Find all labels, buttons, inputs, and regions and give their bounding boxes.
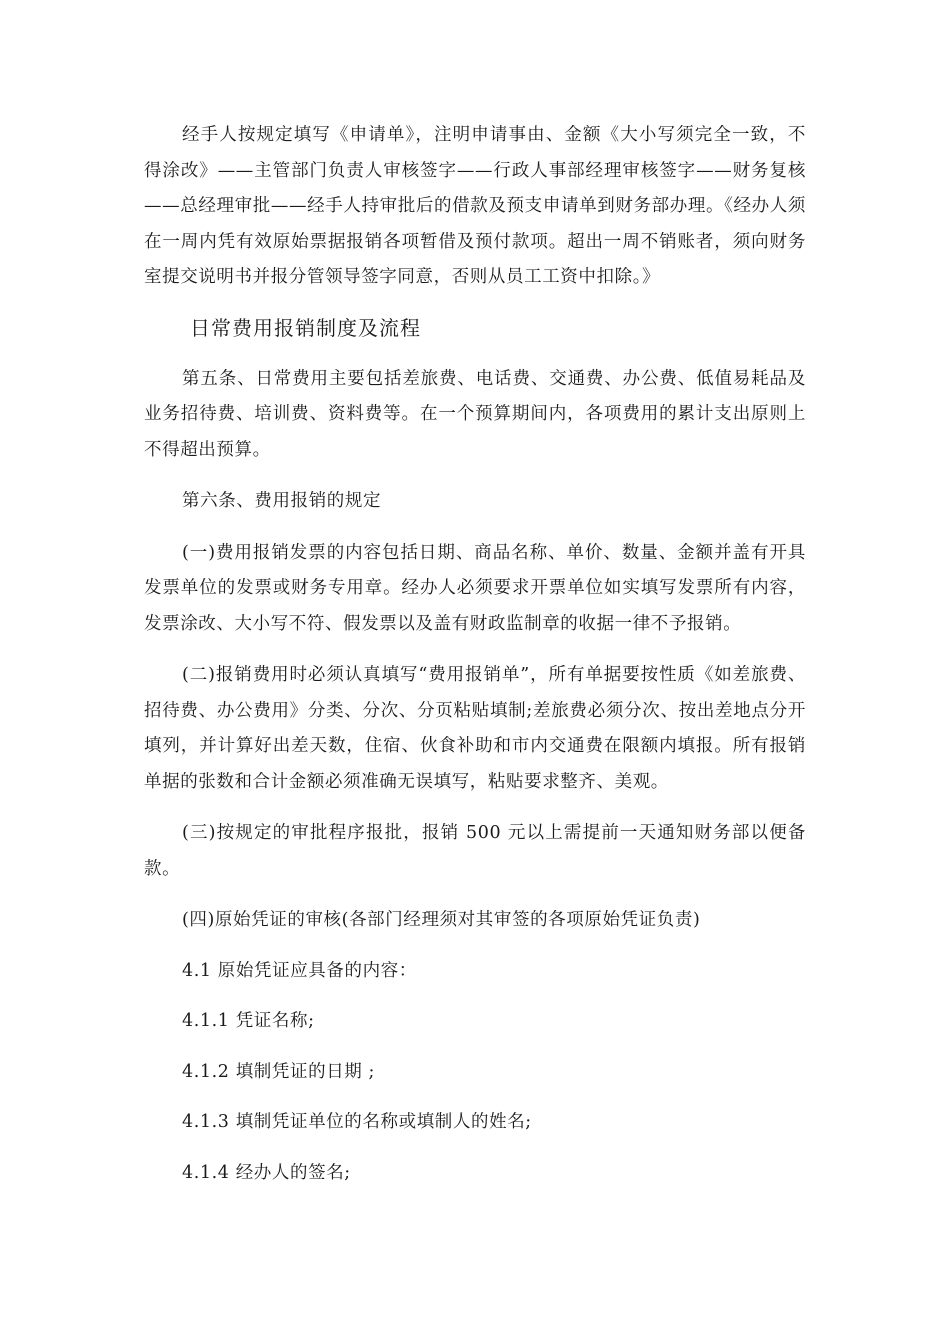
document-body [144,118,806,1191]
clause-4-1: 4.1 原始凭证应具备的内容： [182,960,417,981]
clause-4-1-2: 4.1.2 填制凭证的日期 ; [182,1061,376,1082]
item-one-paragraph: (一)费用报销发票的内容包括日期、商品名称、单价、数量、金额并盖有开具发票单位的发票或财务专用章。经办人必须要求开票单位如实填写发票所有内容，发票涂改、大小写不符、假发票以及盖有财政监制章的收据一律不予报销。 [144,542,806,634]
clause-4-1-3: 4.1.3 填制凭证单位的名称或填制人的姓名; [182,1112,532,1132]
item-three-paragraph: (三)按规定的审批程序报批，报销 500 元以上需提前一天通知财务部以便备款。 [144,823,806,879]
clause-4-1-1: 4.1.1 凭证名称; [182,1011,315,1031]
clause-4-1-4: 4.1.4 经办人的签名; [182,1162,351,1183]
article-six-heading: 第六条、费用报销的规定 [182,491,382,511]
item-four-paragraph: (四)原始凭证的审核(各部门经理须对其审签的各项原始凭证负责) [182,910,701,930]
intro-paragraph: 经手人按规定填写《申请单》，注明申请事由、金额《大小写须完全一致，不得涂改》——主管部门负责人审核签字——行政人事部经理审核签字——财务复核——总经理审批——经手人持审批后的借款及预支申请单到财务部办理。《经办人须在一周内凭有效原始票据报销各项暂借及预付款项。超出一周不销账者，须向财务室提交说明书并报分管领导签字同意，否则从员工工资中扣除。》 [144,125,806,287]
article-five-paragraph: 第五条、日常费用主要包括差旅费、电话费、交通费、办公费、低值易耗品及业务招待费、培训费、资料费等。在一个预算期间内，各项费用的累计支出原则上不得超出预算。 [144,368,806,460]
item-two-paragraph: (二)报销费用时必须认真填写“费用报销单”，所有单据要按性质《如差旅费、招待费、办公费用》分类、分次、分页粘贴填制;差旅费必须分次、按出差地点分开填列，并计算好出差天数，住宿、伙食补助和市内交通费在限额内填报。所有报销单据的张数和合计金额必须准确无误填写，粘贴要求整齐、美观。 [144,665,806,792]
section-heading: 日常费用报销制度及流程 [190,315,421,340]
